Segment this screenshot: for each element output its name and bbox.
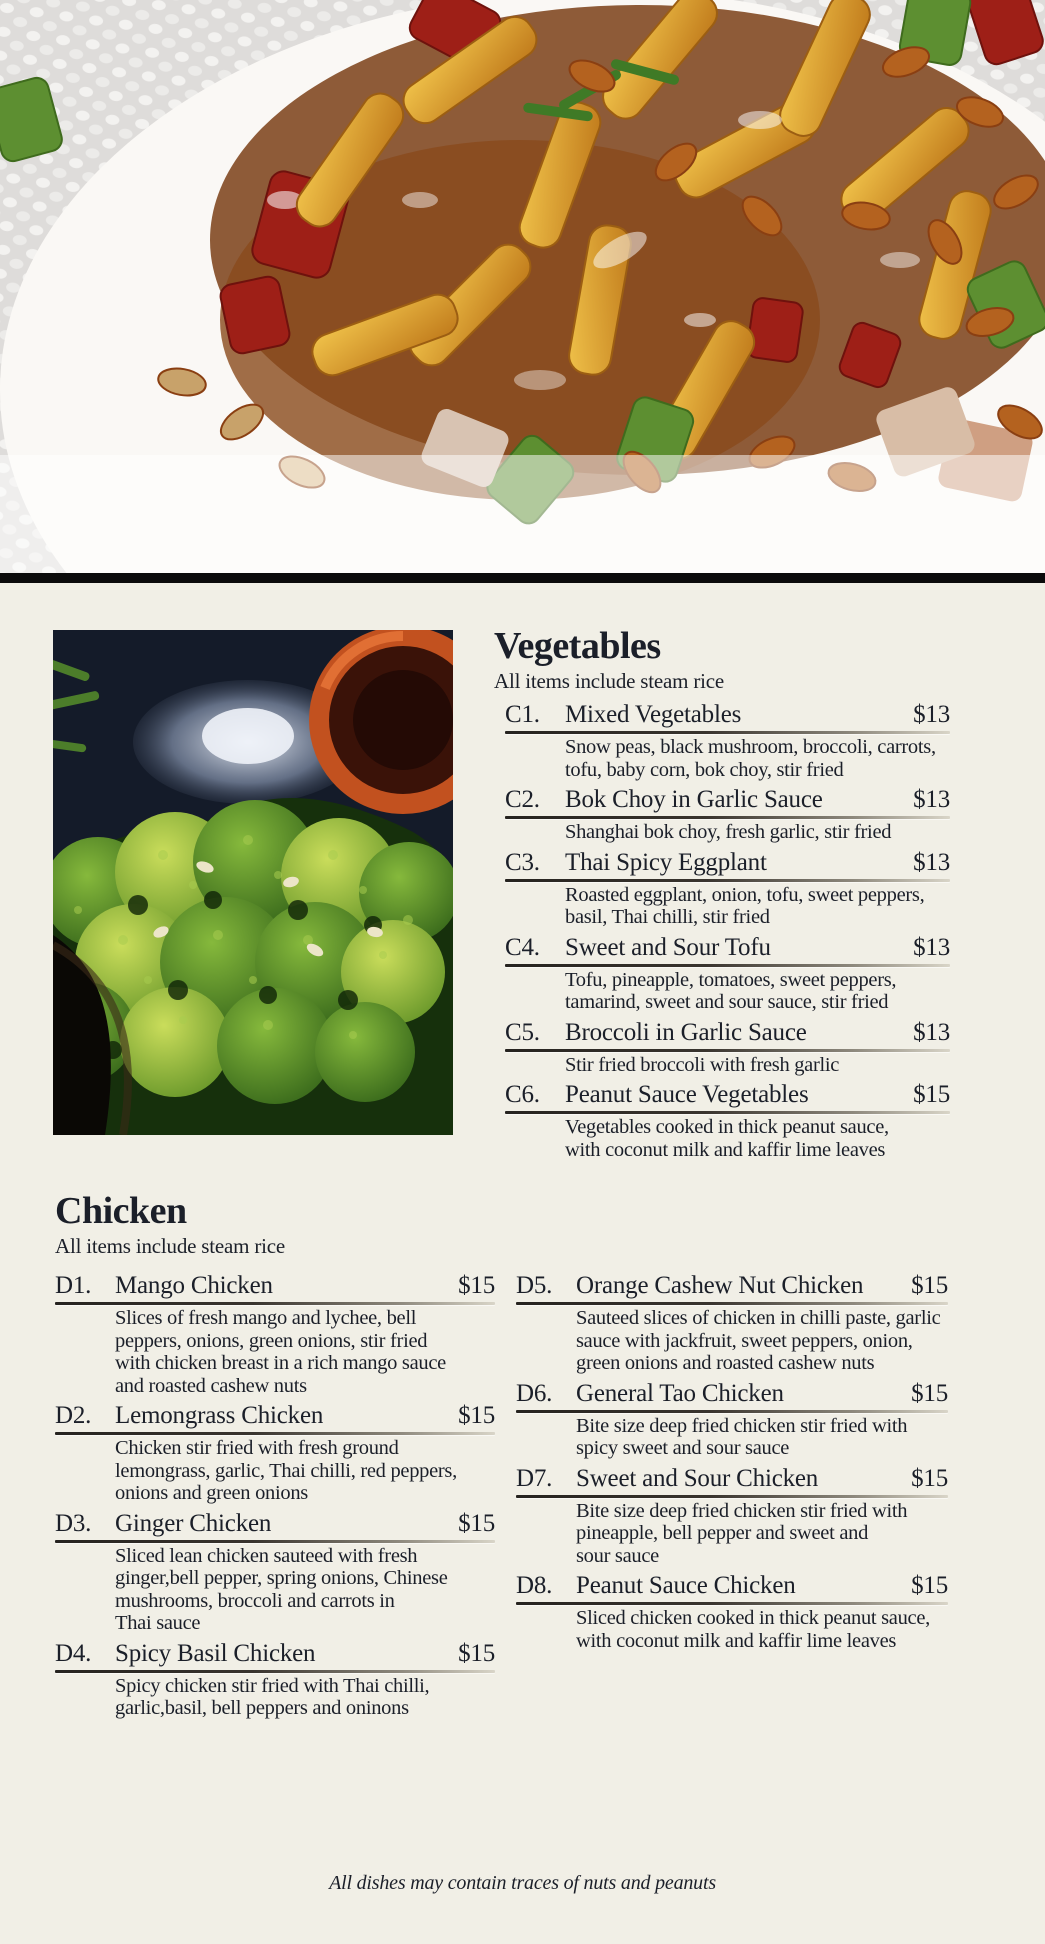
item-description: Tofu, pineapple, tomatoes, sweet peppers, tamarind, sweet and sour sauce, stir fried [565, 968, 897, 1013]
item-code: D1. [55, 1272, 92, 1299]
item-name: Bok Choy in Garlic Sauce [565, 786, 823, 813]
menu-item-head [505, 1018, 950, 1048]
broccoli-photo [53, 630, 453, 1135]
item-name: General Tao Chicken [576, 1379, 784, 1407]
menu-item-head [55, 1639, 495, 1669]
menu-item-head [505, 848, 950, 878]
item-price: $15 [911, 1379, 948, 1407]
item-name: Broccoli in Garlic Sauce [565, 1018, 807, 1046]
item-name: Mixed Vegetables [565, 701, 742, 728]
chicken-subtitle: All items include steam rice [55, 1234, 285, 1258]
item-description: Vegetables cooked in thick peanut sauce, with coconut milk and kaffir lime leaves [565, 1116, 889, 1161]
item-price: $15 [913, 1081, 950, 1108]
item-description: Shanghai bok choy, fresh garlic, stir fried [565, 821, 892, 843]
menu-item-head [505, 700, 950, 730]
item-description: Slices of fresh mango and lychee, bell peppers, onions, green onions, stir fried with chicken breast in a rich mango sauce and roasted cashew nuts [115, 1307, 446, 1397]
menu-item [505, 785, 950, 844]
item-price: $15 [911, 1464, 948, 1492]
item-price: $15 [458, 1509, 495, 1537]
item-description: Snow peas, black mushroom, broccoli, carrots, tofu, baby corn, bok choy, stir fried [565, 736, 936, 781]
item-price: $15 [911, 1572, 948, 1599]
menu-item-head [505, 1080, 950, 1110]
menu-item-head [505, 933, 950, 963]
menu-item [505, 848, 950, 929]
item-code: D6. [516, 1379, 553, 1407]
allergy-note: All dishes may contain traces of nuts and peanuts [329, 1872, 716, 1894]
vegetables-title: Vegetables [494, 625, 661, 667]
item-name: Peanut Sauce Chicken [576, 1572, 796, 1599]
item-name: Ginger Chicken [115, 1509, 272, 1537]
item-price: $13 [913, 1018, 950, 1046]
item-description: Bite size deep fried chicken stir fried with pineapple, bell pepper and sweet and sour sauce [576, 1499, 908, 1567]
vegetables-subtitle: All items include steam rice [494, 669, 724, 693]
menu-item-head [55, 1509, 495, 1539]
item-name: Sweet and Sour Chicken [576, 1464, 819, 1492]
item-code: C4. [505, 933, 540, 961]
chicken-items-left-column [55, 1271, 495, 1724]
menu-item-head [55, 1401, 495, 1431]
menu-item-head [55, 1271, 495, 1301]
menu-item [505, 933, 950, 1014]
item-code: C6. [505, 1081, 540, 1108]
chicken-title: Chicken [55, 1190, 187, 1232]
menu-item [505, 700, 950, 781]
vegetables-items [494, 700, 950, 1161]
menu-item [55, 1639, 495, 1720]
item-code: D4. [55, 1639, 92, 1667]
item-code: D8. [516, 1572, 553, 1599]
item-name: Sweet and Sour Tofu [565, 933, 771, 961]
chicken-items-right-column [516, 1271, 948, 1724]
item-code: D7. [516, 1464, 553, 1492]
item-name: Spicy Basil Chicken [115, 1639, 316, 1667]
menu-item-head [516, 1464, 948, 1494]
divider-bar [0, 573, 1045, 583]
chicken-items [55, 1271, 950, 1724]
menu-item-head [516, 1571, 948, 1601]
menu-item [55, 1401, 495, 1505]
item-description: Sliced lean chicken sauteed with fresh ginger,bell pepper, spring onions, Chinese mushrooms, broccoli and carrots in Thai sauce [115, 1544, 448, 1634]
item-description: Sliced chicken cooked in thick peanut sauce, with coconut milk and kaffir lime leaves [576, 1607, 930, 1652]
menu-item [55, 1271, 495, 1397]
item-description: Bite size deep fried chicken stir fried with spicy sweet and sour sauce [576, 1414, 908, 1459]
item-description: Roasted eggplant, onion, tofu, sweet peppers, basil, Thai chilli, stir fried [565, 883, 925, 928]
menu-item-head [505, 785, 950, 815]
menu-item [55, 1509, 495, 1635]
menu-item [505, 1080, 950, 1161]
hero-photo [0, 0, 1045, 583]
item-price: $13 [913, 701, 950, 728]
hero-frost-band [0, 455, 1045, 573]
section-vegetables [494, 624, 950, 1165]
item-price: $13 [913, 786, 950, 813]
menu-item [516, 1464, 948, 1568]
menu-item [516, 1379, 948, 1460]
item-price: $15 [458, 1272, 495, 1299]
item-name: Thai Spicy Eggplant [565, 848, 767, 876]
menu-item-head [516, 1271, 948, 1301]
item-name: Mango Chicken [115, 1272, 273, 1299]
item-code: C3. [505, 848, 540, 876]
broccoli-photo-art [53, 630, 453, 1135]
item-price: $15 [458, 1402, 495, 1429]
item-name: Peanut Sauce Vegetables [565, 1081, 809, 1108]
item-code: C1. [505, 701, 540, 728]
item-name: Orange Cashew Nut Chicken [576, 1272, 864, 1299]
item-code: D3. [55, 1509, 92, 1537]
item-description: Spicy chicken stir fried with Thai chilli, garlic,basil, bell peppers and oninons [115, 1674, 430, 1719]
item-price: $15 [458, 1639, 495, 1667]
item-code: C2. [505, 786, 540, 813]
item-description: Chicken stir fried with fresh ground lemongrass, garlic, Thai chilli, red peppers, onions and green onions [115, 1437, 457, 1504]
menu-item [505, 1018, 950, 1077]
item-code: D5. [516, 1272, 553, 1299]
item-name: Lemongrass Chicken [115, 1402, 324, 1429]
item-code: D2. [55, 1402, 92, 1429]
menu-item-head [516, 1379, 948, 1409]
item-description: Sauteed slices of chicken in chilli paste, garlic sauce with jackfruit, sweet peppers, onion, green onions and roasted cashew nuts [576, 1307, 941, 1374]
item-description: Stir fried broccoli with fresh garlic [565, 1053, 840, 1076]
menu-item [516, 1571, 948, 1652]
item-price: $13 [913, 848, 950, 876]
item-price: $15 [911, 1272, 948, 1299]
item-price: $13 [913, 933, 950, 961]
section-chicken [55, 1189, 950, 1724]
menu-item [516, 1271, 948, 1375]
item-code: C5. [505, 1018, 540, 1046]
